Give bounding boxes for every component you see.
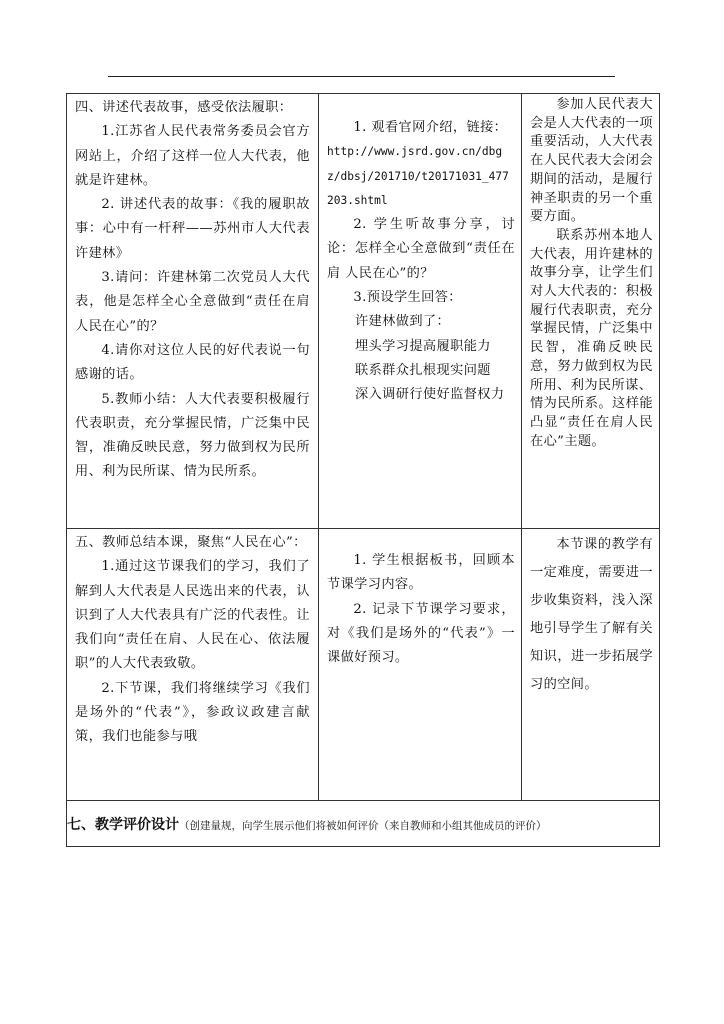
- section-title: 七、教学评价设计: [67, 816, 179, 833]
- design-intent-cell: [522, 529, 660, 801]
- paragraph: 1. 观看官网介绍，链接：: [353, 120, 508, 135]
- student-activity-cell: [319, 529, 522, 801]
- paragraph: 1. 学生根据板书，回顾本节课学习内容。: [327, 553, 515, 593]
- paragraph: 3.请问：许建林第二次党员人大代表，他是怎样全心全意做到“责任在肩 人民在心”的？: [75, 270, 310, 334]
- paragraph: 联系苏州本地人大代表，用许建林的故事分享，让学生们对人大代表的：积极履行代表职责，充分掌握民情，广泛集中民智，准确反映民意，努力做到权为民所用、利为民所谋、: [530, 227, 653, 393]
- header-rule: [108, 76, 615, 77]
- paragraph: 2. 讲述代表的故事：《我的履职故事：心中有一杆秤——苏州市人大代表许建林》: [75, 197, 310, 261]
- student-activity-cell: [319, 94, 522, 529]
- table-row: [67, 801, 660, 847]
- list-item: 埋头学习提高履职能力: [355, 338, 491, 354]
- paragraph: 2. 记录下节课学习要求，对《我们是场外的“代表”》一课做好预习。: [327, 601, 515, 666]
- section-heading: 五、教师总结本课，聚焦“人民在心”：: [75, 535, 307, 550]
- paragraph: 2. 学生听故事分享，讨论：怎样全心全意做到“责任在肩 人民在心”的？: [327, 217, 515, 281]
- lesson-plan-table: [66, 93, 660, 847]
- paragraph: 2.下节课，我们将继续学习《我们是场外的“代表”》，参政议政建言献策，我们也能参与哦: [75, 680, 310, 745]
- paragraph: 3.预设学生回答：: [353, 290, 462, 306]
- paragraph: 许建林做到了：: [355, 314, 451, 330]
- paragraph: 1.通过这节课我们的学习，我们了解到人大代表是人民选出来的代表，认识到了人大代表具有广泛的代表性。让我们向“责任在肩、人民在心、依法履职”的人大代表致敬。: [75, 559, 310, 672]
- design-intent-cell: [522, 94, 660, 529]
- section-heading: 四、讲述代表故事，感受依法履职：: [75, 100, 293, 115]
- section-note: （创建量规，向学生展示他们将被如何评价（来自教师和小组其他成员的评价）: [179, 819, 547, 832]
- paragraph: 情为民所系。这样能凸显“责任在肩人民在心”主题。: [530, 396, 653, 449]
- paragraph: 5.教师小结：人大代表要积极履行代表职责，充分掌握民情，广泛集中民智，准确反映民意，努力做到权为民所用、利为民所谋、情为民所系。: [75, 391, 310, 480]
- paragraph: 4.请你对这位人民的好代表说一句感谢的话。: [75, 342, 310, 383]
- table-row: [67, 529, 660, 801]
- website-link[interactable]: http://www.jsrd.gov.cn/dbgz/dbsj/201710/t20171031_477203.shtml: [327, 145, 509, 207]
- evaluation-design-heading: [67, 801, 660, 847]
- paragraph: 参加人民代表大会是人大代表的一项重要活动，人大代表在人民代表大会闭会期间的活动，是履行神圣职责的另一个重要方面。: [530, 97, 653, 225]
- list-item: 深入调研行使好监督权力: [355, 387, 505, 403]
- paragraph: 1.江苏省人民代表常务委员会官方网站上，介绍了这样一位人大代表，他就是许建林。: [75, 124, 310, 188]
- teacher-activity-cell: [67, 529, 319, 801]
- table-row: [67, 94, 660, 529]
- teacher-activity-cell: [67, 94, 319, 529]
- paragraph: 本节课的教学有一定难度，需要进一步收集资料，浅入深地引导学生了解有关知识，进一步拓展学习的空间。: [530, 537, 653, 692]
- list-item: 联系群众扎根现实问题: [355, 362, 491, 378]
